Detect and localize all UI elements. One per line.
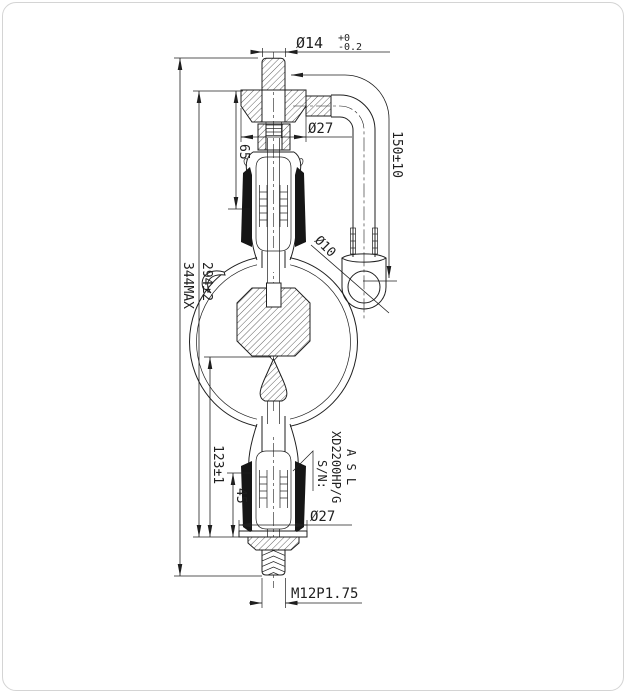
anode-electrode	[237, 283, 310, 361]
anode-terminal-stud	[262, 58, 285, 90]
dim-lower-seal-text: 45	[233, 488, 248, 504]
dim-arc-to-base-text: 123±1	[210, 445, 225, 485]
clamp-nut	[258, 122, 290, 150]
base-cap	[248, 537, 299, 550]
dim-upper-flange-text: Ø27	[308, 121, 334, 137]
dim-thread-text: M12P1.75	[291, 586, 359, 602]
flexible-cable	[293, 95, 375, 320]
dim-lug-hole-text: Ø10	[311, 233, 339, 261]
dim-stud-tol-upper: +0	[338, 33, 351, 44]
dim-base-diameter-text: Ø27	[310, 509, 336, 525]
dim-stud-tol-lower: -0.2	[338, 42, 363, 53]
dim-body-length-text: 294±2	[199, 262, 214, 302]
dim-arc-to-base	[204, 357, 271, 537]
upper-black-band-right	[295, 167, 306, 247]
dim-max-length-text: 344MAX	[180, 262, 195, 309]
dim-thread-spec	[249, 578, 362, 608]
label-model: XD2200HP/G	[329, 431, 343, 504]
dim-upper-seal-text: 65	[236, 144, 251, 160]
label-serial: S/N:	[315, 460, 329, 489]
lower-black-band-right	[295, 461, 306, 532]
label-brand: A S L	[344, 449, 358, 486]
dim-cable-length-text: 150±10	[389, 131, 404, 178]
dim-stud-diameter-text: Ø14	[296, 34, 324, 52]
base-plate	[239, 531, 307, 537]
cathode-terminal-stud	[262, 550, 285, 575]
upper-black-band-left	[241, 167, 252, 247]
dim-stud-diameter	[252, 33, 390, 57]
